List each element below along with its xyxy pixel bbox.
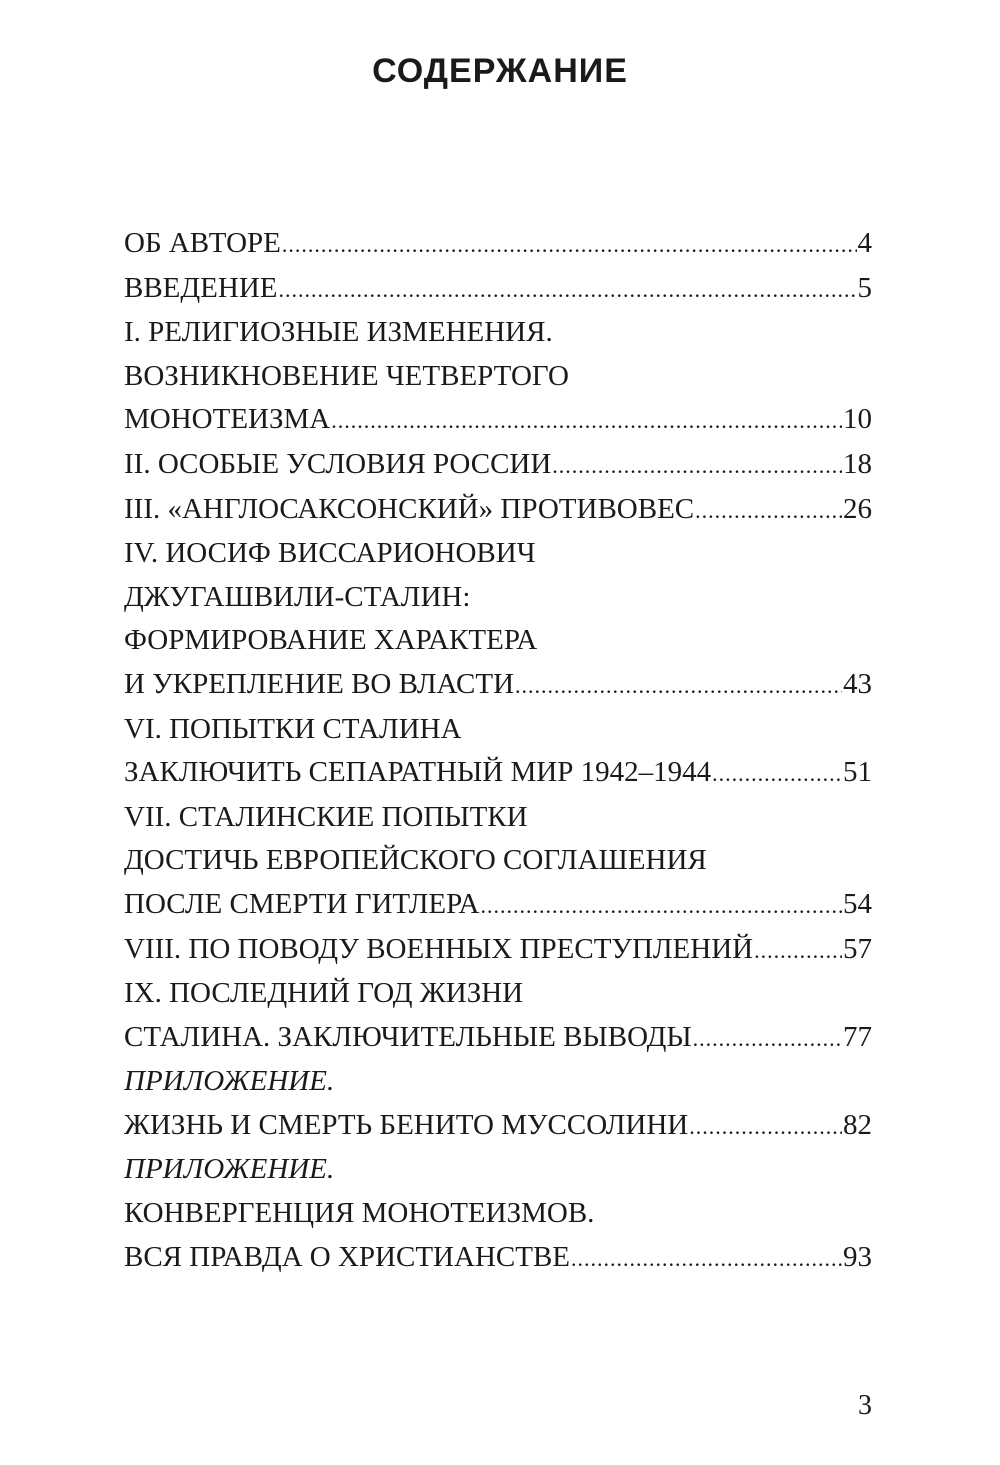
toc-entry-final-line	[124, 398, 872, 443]
toc-entry-line	[124, 619, 872, 663]
toc-entry[interactable]	[124, 267, 872, 312]
toc-entry-final-line	[124, 443, 872, 488]
toc-entry-page-number: 10	[843, 403, 872, 436]
toc-entry-title-text: МОНОТЕИЗМА	[124, 403, 331, 436]
toc-entry-page-number: 4	[857, 227, 872, 259]
toc-entry[interactable]	[124, 443, 872, 488]
toc-entry-title-text: ПОСЛЕ СМЕРТИ ГИТЛЕРА	[124, 887, 480, 920]
dot-leader	[712, 752, 842, 796]
toc-entry-page-number: 77	[843, 1020, 872, 1053]
toc-entry-final-line	[124, 267, 872, 312]
toc-entry-final-line	[124, 928, 872, 973]
toc-entry-title-text: ПРИЛОЖЕНИЕ.	[124, 1065, 335, 1098]
toc-entry-page-number: 43	[843, 667, 872, 700]
toc-entry-final-line	[124, 222, 872, 267]
toc-entry-title-text: ПРИЛОЖЕНИЕ.	[124, 1153, 335, 1186]
toc-entry-page-number: 82	[843, 1108, 872, 1141]
toc-entry-final-line	[124, 751, 872, 796]
dot-leader	[754, 929, 842, 973]
dot-leader	[279, 268, 857, 312]
toc-entry-title-text: ОБ АВТОРЕ	[124, 227, 281, 259]
toc-entry[interactable]	[124, 311, 872, 443]
toc-entry-title-text: СТАЛИНА. ЗАКЛЮЧИТЕЛЬНЫЕ ВЫВОДЫ	[124, 1020, 692, 1053]
toc-entry-page-number: 51	[843, 756, 872, 789]
toc-entry-title-text: IV. ИОСИФ ВИССАРИОНОВИЧ	[124, 537, 536, 570]
toc-entry-page-number: 54	[843, 887, 872, 920]
toc-entry-page-number: 93	[843, 1240, 872, 1273]
toc-entry-page-number: 57	[843, 932, 872, 965]
toc-entry-title-text: И УКРЕПЛЕНИЕ ВО ВЛАСТИ	[124, 667, 515, 700]
toc-entry-title-text: ФОРМИРОВАНИЕ ХАРАКТЕРА	[124, 624, 538, 657]
toc-entry-final-line	[124, 1104, 872, 1149]
table-of-contents	[124, 222, 872, 1280]
toc-entry[interactable]	[124, 222, 872, 267]
toc-entry-title-text: VI. ПОПЫТКИ СТАЛИНА	[124, 712, 462, 745]
toc-entry-title-text: ДОСТИЧЬ ЕВРОПЕЙСКОГО СОГЛАШЕНИЯ	[124, 844, 707, 877]
toc-entry-title-text: ЗАКЛЮЧИТЬ СЕПАРАТНЫЙ МИР 1942–1944	[124, 756, 712, 789]
dot-leader	[282, 223, 857, 267]
toc-entry-line	[124, 1060, 872, 1104]
toc-entry-line	[124, 972, 872, 1016]
dot-leader	[695, 489, 842, 533]
toc-entry-final-line	[124, 1016, 872, 1061]
toc-entry-title-text: I. РЕЛИГИОЗНЫЕ ИЗМЕНЕНИЯ.	[124, 316, 553, 349]
toc-entry-title-text: ЖИЗНЬ И СМЕРТЬ БЕНИТО МУССОЛИНИ	[124, 1108, 689, 1141]
toc-entry-line	[124, 708, 872, 752]
toc-entry-title-text: II. ОСОБЫЕ УСЛОВИЯ РОССИИ	[124, 447, 552, 480]
dot-leader	[552, 444, 842, 488]
toc-entry-line	[124, 532, 872, 576]
toc-entry-line	[124, 839, 872, 883]
toc-entry[interactable]	[124, 1148, 872, 1280]
toc-entry[interactable]	[124, 708, 872, 796]
toc-entry-title-text: ВОЗНИКНОВЕНИЕ ЧЕТВЕРТОГО	[124, 359, 569, 392]
toc-entry-title-text: III. «АНГЛОСАКСОНСКИЙ» ПРОТИВОВЕС	[124, 492, 695, 525]
dot-leader	[331, 399, 842, 443]
toc-entry-line	[124, 576, 872, 620]
dot-leader	[515, 664, 842, 708]
dot-leader	[571, 1237, 842, 1281]
toc-entry-title-text: ВВЕДЕНИЕ	[124, 271, 278, 304]
toc-entry-line	[124, 311, 872, 355]
toc-entry[interactable]	[124, 928, 872, 973]
toc-entry-page-number: 26	[843, 492, 872, 525]
toc-entry-page-number: 5	[857, 271, 872, 304]
toc-entry-final-line	[124, 663, 872, 708]
toc-entry-title-text: VIII. ПО ПОВОДУ ВОЕННЫХ ПРЕСТУПЛЕНИЙ	[124, 932, 754, 965]
toc-entry[interactable]	[124, 1060, 872, 1148]
toc-entry[interactable]	[124, 972, 872, 1060]
toc-entry-title-text: ДЖУГАШВИЛИ-СТАЛИН:	[124, 580, 471, 613]
toc-entry-title-text: IX. ПОСЛЕДНИЙ ГОД ЖИЗНИ	[124, 977, 524, 1010]
toc-entry-final-line	[124, 1236, 872, 1281]
dot-leader	[689, 1105, 842, 1149]
dot-leader	[693, 1017, 842, 1061]
toc-entry-final-line	[124, 883, 872, 928]
dot-leader	[480, 884, 842, 928]
toc-entry-line	[124, 1192, 872, 1236]
page-number: 3	[858, 1390, 872, 1421]
toc-entry[interactable]	[124, 532, 872, 707]
page-title: СОДЕРЖАНИЕ	[372, 52, 628, 90]
toc-entry-line	[124, 796, 872, 840]
toc-entry-line	[124, 355, 872, 399]
toc-entry-title-text: ВСЯ ПРАВДА О ХРИСТИАНСТВЕ	[124, 1240, 571, 1273]
toc-entry[interactable]	[124, 796, 872, 928]
toc-entry[interactable]	[124, 488, 872, 533]
toc-entry-title-text: КОНВЕРГЕНЦИЯ МОНОТЕИЗМОВ.	[124, 1197, 595, 1230]
toc-entry-page-number: 18	[843, 447, 872, 480]
toc-entry-final-line	[124, 488, 872, 533]
toc-entry-line	[124, 1148, 872, 1192]
toc-entry-title-text: VII. СТАЛИНСКИЕ ПОПЫТКИ	[124, 800, 528, 833]
